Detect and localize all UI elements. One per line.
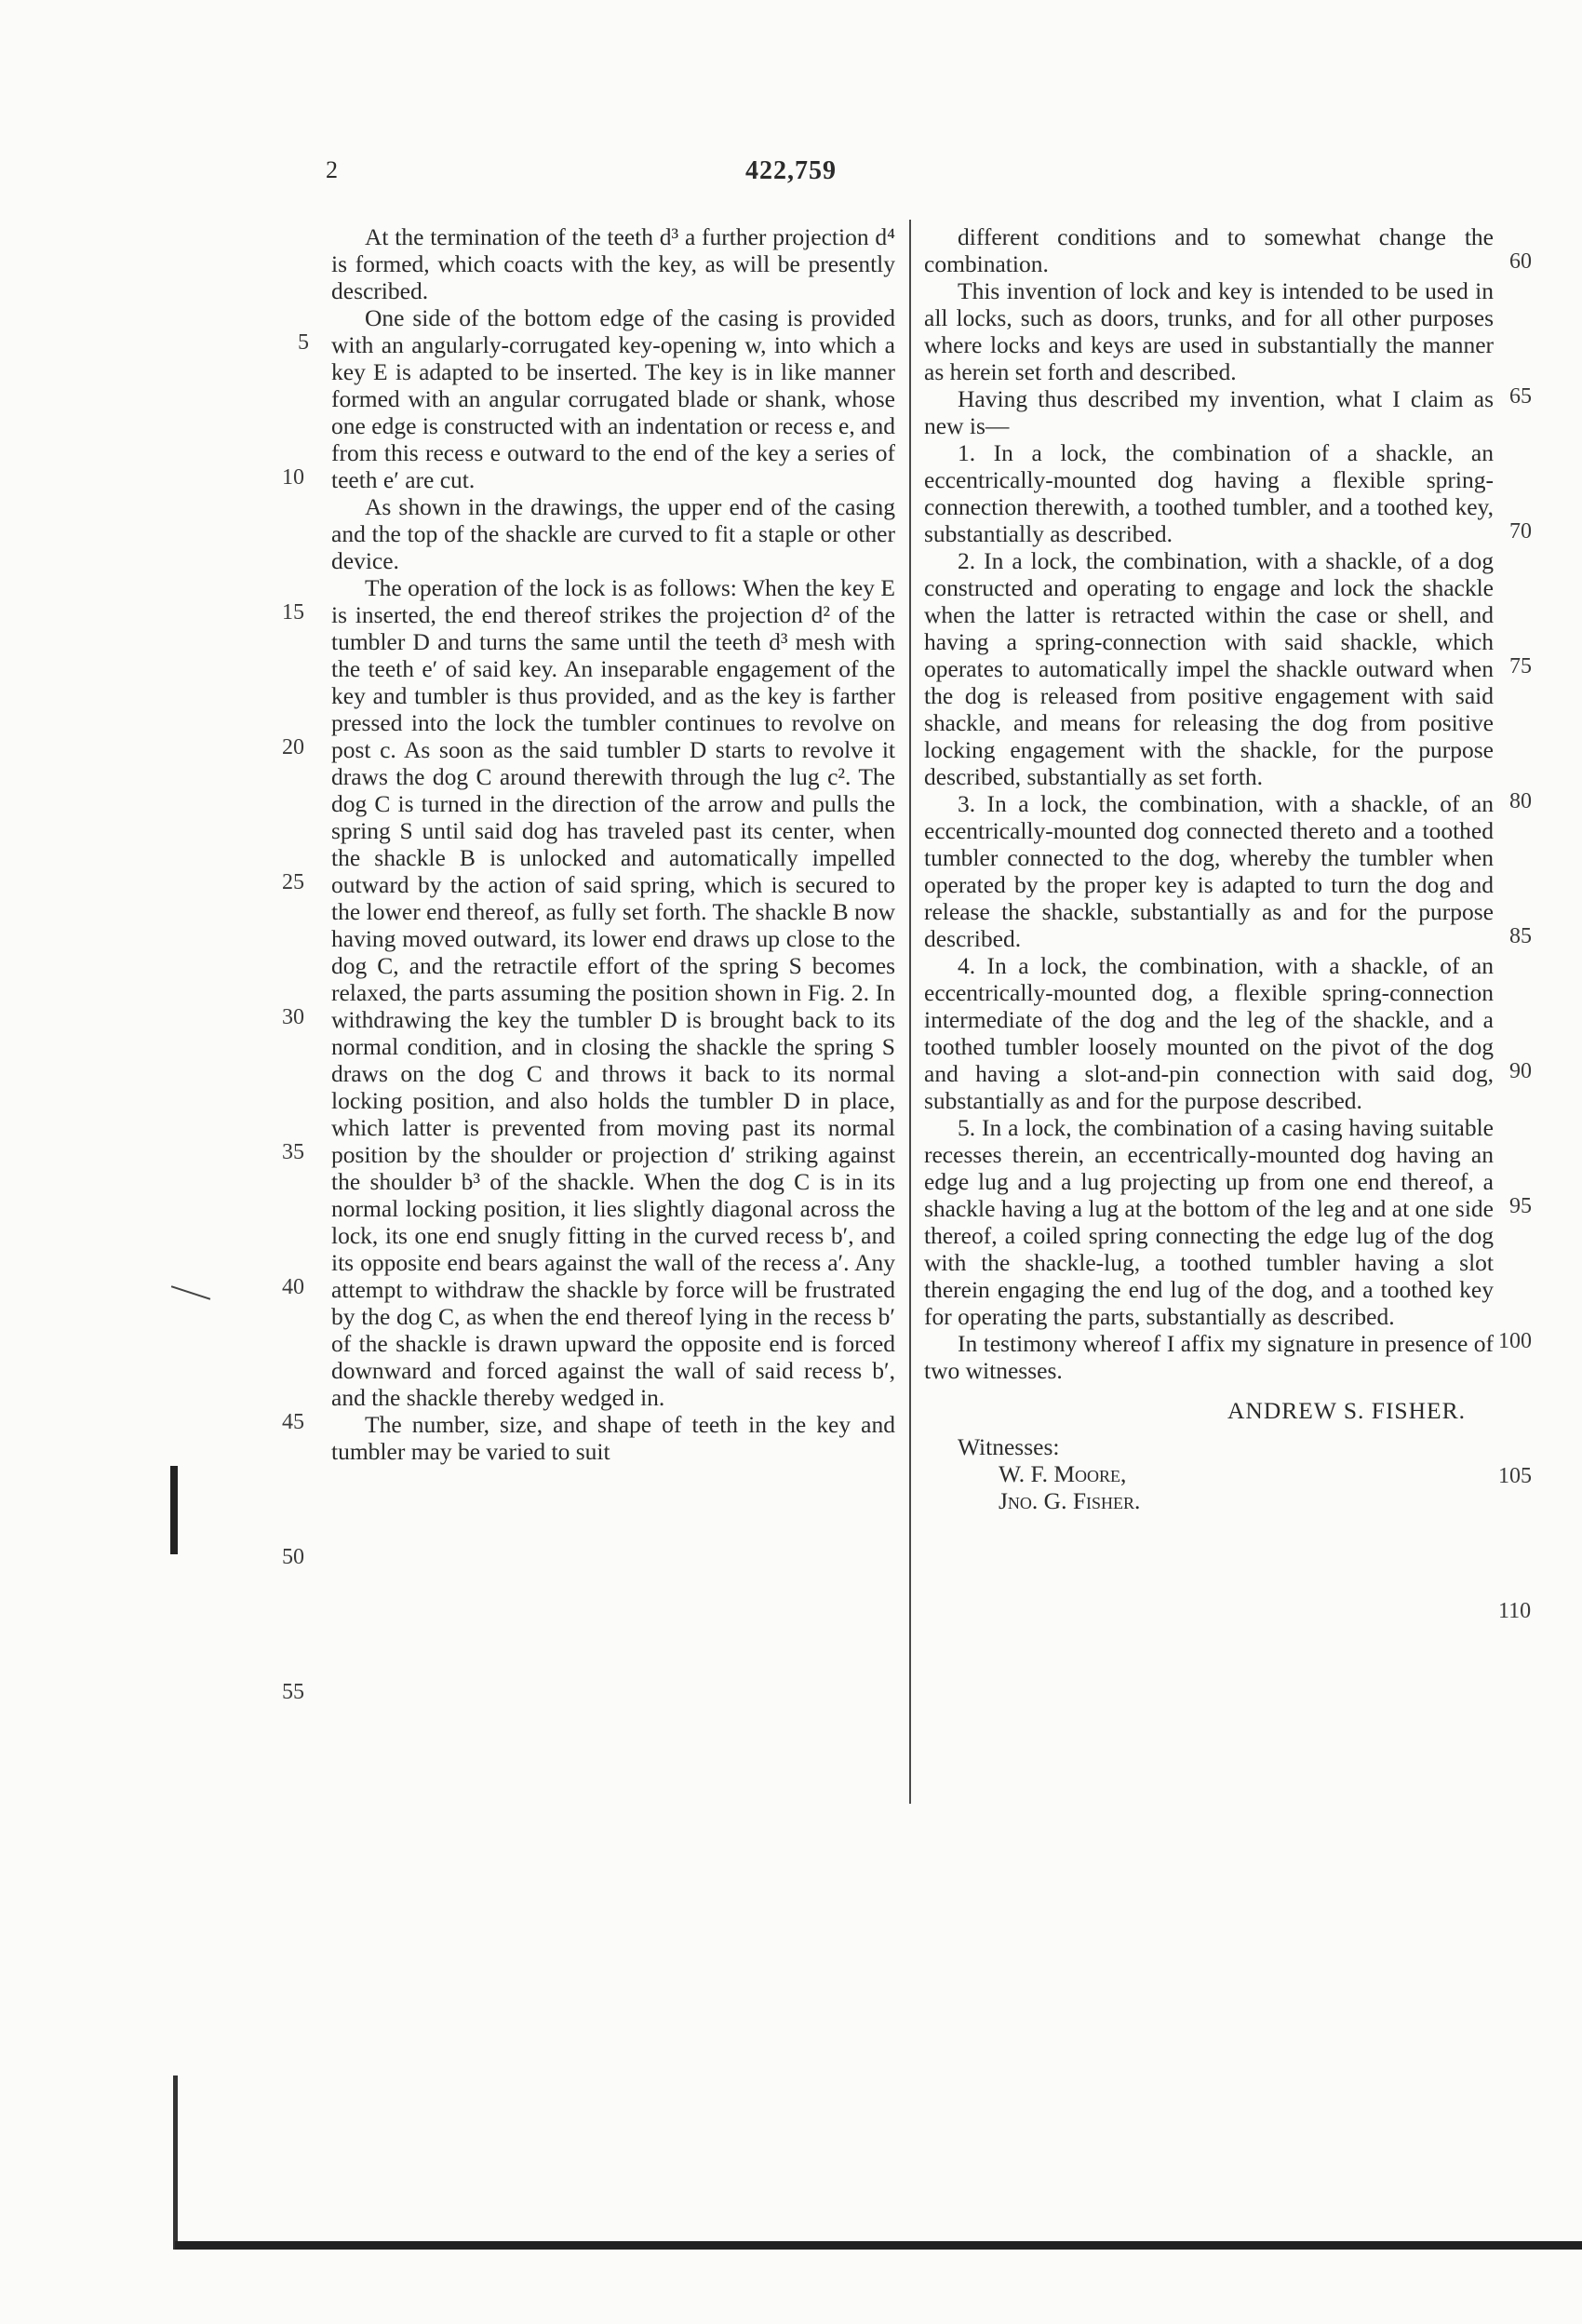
paragraph: The operation of the lock is as follows: When the key E is inserted, the end thereof strikes the projection d² of the tumbler D and turns the same until the teeth d³ mesh with the teeth e′ of said key. An inseparable engagement of the key and tumbler is thus provided, and as the key is farther pressed into the lock the tumbler continues to revolve on post c. As soon as the said tumbler D starts to revolve it draws the dog C around therewith through the lug c². The dog C is turned in the direction of the arrow and pulls the spring S until said dog has traveled past its center, when the shackle B is unlocked and automatically impelled outward by the action of said spring, which is secured to the lower end thereof, as fully set forth. The shackle B now having moved outward, its lower end draws up close to the dog C, and the retractile effort of the spring S becomes relaxed, the parts assuming the position shown in Fig. 2. In withdrawing the key the tumbler D is brought back to its normal condition, and in closing the shackle the spring S draws on the dog C and throws it back to its normal locking position, and also holds the tumbler D in place, which latter is prevented from moving past its normal position by the shoulder or projection d′ striking against the shoulder b³ of the shackle. When the dog C is in its normal locking position, it lies slightly diagonal across the lock, its one end snugly fitting in the curved recess b′, and its opposite end bears against the wall of the recess a′. Any attempt to withdraw the shackle by force will be frustrated by the dog C, as when the end thereof lying in the recess b′ of the shackle is drawn upward the opposite end is forced downward and forced against the wall of said recess b′, and the shackle thereby wedged in. — [331, 574, 895, 1411]
witness-name: W. F. Moore, — [999, 1460, 1127, 1487]
claim-5: 5. In a lock, the combination of a casing having suitable recesses therein, an eccentrically-mounted dog having an edge lug and a lug projecting up from one end thereof, a shackle having a lug at the bottom of the leg and at one side thereof, a coiled spring connecting the edge lug of the dog with the shackle-lug, a toothed tumbler having a slot therein engaging the end lug of the dog, and a toothed key for operating the parts, substantially as described. — [924, 1114, 1494, 1330]
column-divider — [909, 220, 911, 1804]
witness-name: Jno. G. Fisher. — [999, 1487, 1141, 1514]
paragraph: Having thus described my invention, what I claim as new is— — [924, 385, 1494, 439]
paragraph: As shown in the drawings, the upper end of the casing and the top of the shackle are curved to fit a staple or other device. — [331, 493, 895, 574]
scan-mark — [171, 1285, 210, 1299]
left-column — [331, 223, 895, 1465]
claim-1: 1. In a lock, the combination of a shackle, an eccentrically-mounted dog having a flexible spring-connection therewith, a toothed tumbler, and a toothed key, substantially as described. — [924, 439, 1494, 547]
scan-frame-edge — [173, 2075, 178, 2250]
scan-mark — [170, 1466, 178, 1554]
paragraph: This invention of lock and key is intended to be used in all locks, such as doors, trunks, and for all other purposes where locks and keys are used in substantially the manner as herein set forth and described. — [924, 277, 1494, 385]
line-number: 70 — [1509, 519, 1532, 544]
witnesses-label: Witnesses: — [958, 1433, 1060, 1460]
line-number: 60 — [1509, 249, 1532, 274]
claim-4: 4. In a lock, the combination, with a shackle, of an eccentrically-mounted dog, a flexible spring-connection intermediate of the dog and the leg of the shackle, and a toothed tumbler loosely mounted on the pivot of the dog and having a slot-and-pin connection with said dog, substantially as and for the purpose described. — [924, 952, 1494, 1114]
patent-number: 422,759 — [745, 156, 837, 185]
line-number: 95 — [1509, 1194, 1532, 1218]
line-number: 110 — [1498, 1599, 1532, 1623]
right-column — [924, 223, 1494, 1514]
line-number: 40 — [282, 1275, 304, 1299]
line-number: 105 — [1498, 1464, 1532, 1488]
line-number: 55 — [282, 1680, 304, 1704]
scan-frame-edge — [175, 2241, 1582, 2250]
claim-2: 2. In a lock, the combination, with a shackle, of a dog constructed and operating to engage and lock the shackle when the latter is retracted within the case or shell, and having a spring-connection with said shackle, which operates to automatically impel the shackle outward when the dog is released from positive engagement with said shackle, and means for releasing the dog from positive locking engagement with the shackle, for the purpose described, substantially as set forth. — [924, 547, 1494, 790]
line-number: 80 — [1509, 789, 1532, 813]
line-number: 5 — [298, 330, 309, 355]
line-number: 15 — [282, 600, 304, 625]
line-number: 85 — [1509, 924, 1532, 948]
line-number: 90 — [1509, 1059, 1532, 1083]
line-number: 75 — [1509, 654, 1532, 678]
line-number: 10 — [282, 465, 304, 490]
paragraph: different conditions and to somewhat change the combination. — [924, 223, 1494, 277]
line-number: 100 — [1498, 1329, 1532, 1353]
signer-name: ANDREW S. FISHER. — [1227, 1397, 1466, 1424]
line-number: 65 — [1509, 384, 1532, 409]
line-number: 20 — [282, 735, 304, 759]
testimony: In testimony whereof I affix my signature in presence of two witnesses. — [924, 1330, 1494, 1384]
claim-3: 3. In a lock, the combination, with a shackle, of an eccentrically-mounted dog connected thereto and a toothed tumbler connected to the dog, whereby the tumbler when operated by the proper key is adapted to turn the dog and release the shackle, substantially as and for the purpose described. — [924, 790, 1494, 952]
line-number: 45 — [282, 1410, 304, 1434]
line-number: 25 — [282, 870, 304, 894]
signature-block — [924, 1397, 1494, 1514]
line-number: 50 — [282, 1545, 304, 1569]
paragraph: At the termination of the teeth d³ a further projection d⁴ is formed, which coacts with the key, as will be presently described. — [331, 223, 895, 304]
paragraph: One side of the bottom edge of the casing is provided with an angularly-corrugated key-opening w, into which a key E is adapted to be inserted. The key is in like manner formed with an angular corrugated blade or shank, whose one edge is constructed with an indentation or recess e, and from this recess e outward to the end of the key a series of teeth e′ are cut. — [331, 304, 895, 493]
line-number: 35 — [282, 1140, 304, 1164]
page-number: 2 — [326, 156, 338, 183]
line-number: 30 — [282, 1005, 304, 1029]
paragraph: The number, size, and shape of teeth in the key and tumbler may be varied to suit — [331, 1411, 895, 1465]
